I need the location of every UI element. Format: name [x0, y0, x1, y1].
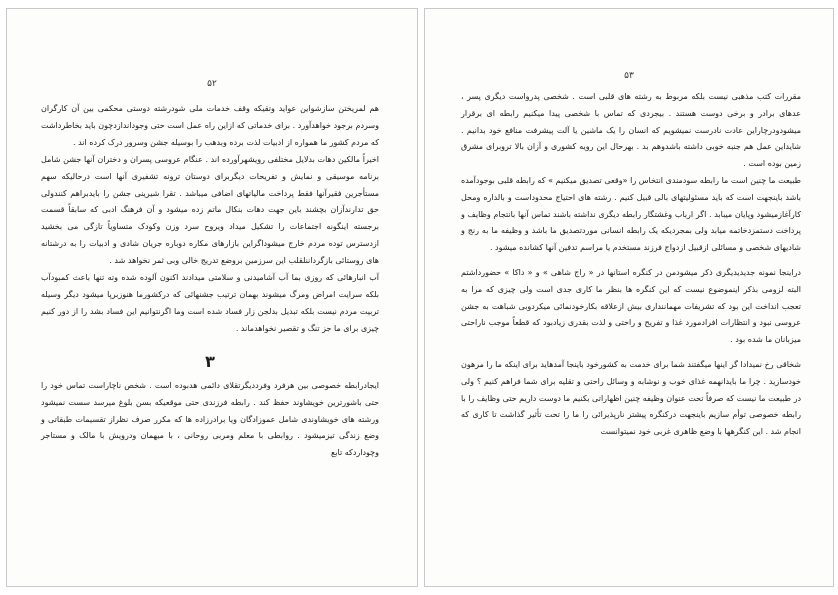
paragraph: مقررات کتب مذهبی نیست بلکه مربوط به رشته های قلبی است . شخصی پدرواست دیگری پسر ، عدهای برادر و برخی دوست هستند . بیجردی که تماس با شخصی پیدا میکنیم رابطه ای برقرار میشودودرچاراین عادت نادرست نمیشویم که انسان را یک ماشین یا آلت پیشرفت منافع خود بدانیم . شایداین عمل هم جنبه خوبی داشته باشدوهم بد . بهرحال این رویه کشوری و آزان بالا تروبرای مشرق زمین بوده است . [461, 92, 801, 169]
page-body [461, 89, 801, 441]
paragraph-gap [461, 257, 801, 265]
paragraph: طبیعت ما چنین است ما رابطه سودمندی انتخاس را «وقعی تصدیق میکنیم » که رابطه قلبی بوجودآمده باشد باینجهت است که باید مسئولیتهای بالی قبیل کنیم . رشته های احتیاج محدوداست و بالداره ومحل کارآغازمیشود وپایان میبابد . اگر ارباب وغشتگار رابطه دیگری نداشته باشند تماس آنها بانتجام وظایف و پرداخت دستمزدخاتمه میابد ولی بمجردیکه یک رابطه انسانی موردتصدیق ما باشد و وظیفه ما به رنج و شادیهای شخصی و مسائلی ازقبیل ازدواج فرزند مستخدم یا مراسم تدفین آنها کشانده میشود . [461, 175, 801, 253]
right-page [424, 8, 834, 587]
page-number: ۵۳ [624, 71, 634, 81]
paragraph-gap [461, 349, 801, 357]
paragraph: شخاقی رخ نمیدادا گر اینها میگفتند شما برای خدمت به کشورخود باینجا آمدهاید برای اینکه ما را مرهون خودسازید . چرا ما بایدانهمه غذای خوب و نوشابه و وسائل راحتی و تقلیه برای شما فراهم کنیم ؟ ولی در طبیعت ما نیست که صرفاً تحت عنوان وظیفه چنین اظهاراتی بکنیم ما دوست داریم حتی وظایف را با رابطه خصوصی توأم سازیم باینجهت درکنگره پیشتر نارپذیرائی را ما را تحت تأثیر گذاشت تا کاری که انجام شد . این کنگرهها با وضع ظاهری غربی خود نمیتوانست [461, 359, 801, 437]
paragraph: هم لمریختن سازشواین عواید وتقیکه وقف خدمات ملی شودرشته دوستی محکمی بین آن کارگران وسردم برجود خواهدآورد . برای خدماتی که ازاین راه عمل است حتی وجوداندازدچون باید بخاطرداشت که مردم کشور ما همواره از ادبیات لذت برده وبدهب را بوسیله جشن وسرور درک کرده اند . [41, 104, 379, 147]
section-number: ۳ [205, 351, 215, 371]
paragraph: اخیراً مالکین دهات بدلایل مختلفی رویشهرآورده اند . عنگام عروسی پسران و دختران آنها جشن شامل برنامه موسیقی و نمایش و تفریحات دیگربرای دوستان ترونه تشفیری آنها است درحالیکه سهم مستأجرین فقیرآنها فقط پرداخت مالیاتهای اضافی میباشد . تقرا شیرینی جشن را بایدبراهم کنندولی حق تدارندآزان بچشند باین جهت دهات بنکال ماتم زده میشود و آن فرهنگ ادبی که سابقاً قسمت برجسته اینگونه اجتماعات را تشکیل میداد ویروح سرد وزن وکودک متساویاً تازگی می بخشید ازدسترس توده مردم خارج میشوداگراین بازارهای مکاره دوباره جریان شادی و ادبیات را به درشتانه های روستائی بازگرداننلقلب این سرزمین بروضع تدریج خالی وبی ثمر نخواهد شد . [41, 154, 379, 266]
page-body [41, 101, 379, 462]
paragraph: آب انبارهائی که روزی بما آب آشامیدنی و سلامتی میدادند اکنون آلوده شده وته تنها باعث کمبودآب بلکه سرایت امراض ومرگ میشوند بهمان ترتیب جشنهائی که درکشورما هنوزبرپا میشود دیگر وسیله تربیت مردم نیست بلکه تبدیل بدلجن زار فساد شده است وما اگرنتوانیم این فساد بشد را از دور کنیم چیزی برای ما جز تنگ و تقصیر نخواهدماند . [41, 273, 379, 333]
paragraph: دراینجا نمونه جدیدیدیگری ذکر میشودمن در کنگره استانها در « راج شاهی » و « داکا » حضورداشتم البته لزومی بذکر اینموضوع نیست که این کنگره ها بنظر ما کاری جدی است ولی چیزی که مرا به تعجب انداخت این بود که تشریفات مهماننداری بیش ازعلاقه بکارخودنمائی میکردوبی شباهت به جشن عروسی نبود و انتظارات افرادمورد غذا و تفریح و راحتی و لذت بقدری زیادبود که قطعاً موجب ناراحتی میزبانان ما شده بود . [461, 267, 801, 345]
page-number: ۵۲ [207, 79, 217, 89]
left-page [6, 8, 418, 587]
paragraph: ایجادرابطه خصوصی بین هرفرد وفرددیگرتقلای دائمی هدبوده است . شخص ناچاراست تماس خود را حتی باشورترین خویشاوند حفظ کند . رابطه فرزندی حتی موقعیکه بسن بلوغ میرسد سست نمیشود ورشته های خویشاوندی شامل عموزادگان ویا برادرزاده ها که مکرر صرف نظراز تقسیمات طبقاتی و وضع زندگی تیزمیشود . روابطی با معلم ومربی روحانی ، با میهمان ودرویش با مالک و مستاجر وچوداردکه تابع [41, 380, 379, 458]
